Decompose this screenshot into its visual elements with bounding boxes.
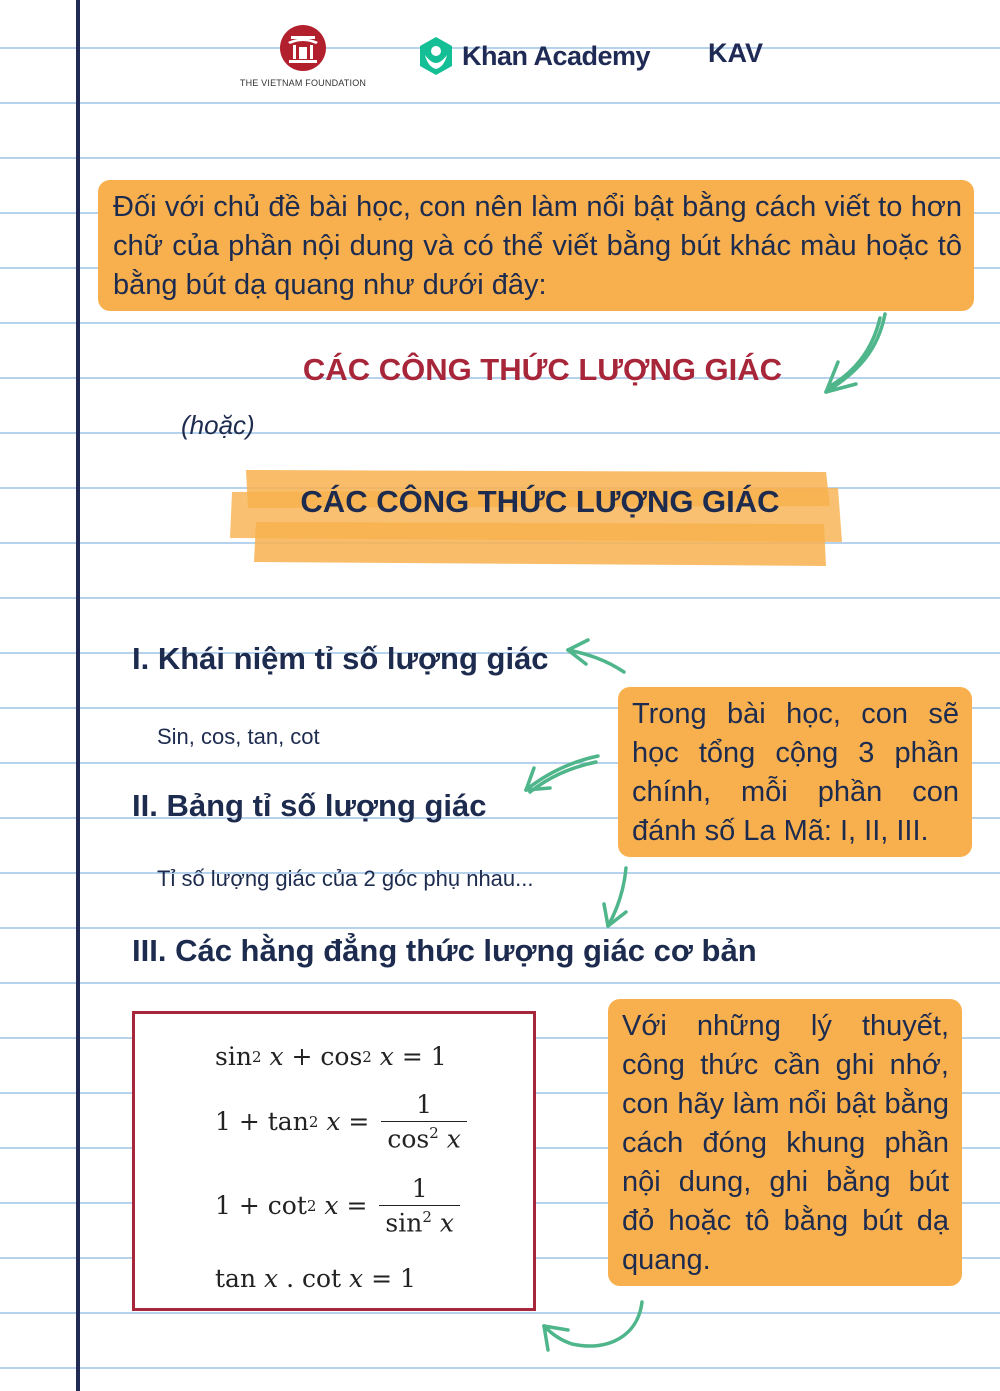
vietnam-foundation-logo [238,24,368,88]
khan-academy-logo [418,36,650,76]
formula-tip-text: Với những lý thuyết, công thức cần ghi nhớ, con hãy làm nổi bật bằng cách đóng khung phần nội dung, ghi bằng bút đỏ hoặc tô bằng bút dạ quang. [622,1010,949,1276]
section-2-heading: II. Bảng tỉ số lượng giác [132,788,487,823]
vietnam-foundation-text: THE VIETNAM FOUNDATION [239,78,367,88]
formula-tan: 1 + tan 2 x = $\frac{1}{\cos^2 x}$ [215,1090,467,1153]
kav-logo: KAV [708,38,764,68]
topic-tip-callout [98,180,974,311]
section-1-note: Sin, cos, tan, cot [157,724,320,749]
logo-header [0,22,1000,92]
formula-cot: 1 + cot 2 x = $\frac{1}{\sin^2 x}$ [215,1174,460,1237]
formula-box [132,1011,536,1311]
or-label: (hoặc) [181,410,255,440]
sections-tip-text: Trong bài học, con sẽ học tổng cộng 3 phần chính, mỗi phần con đánh số La Mã: I, II, III. [632,698,959,847]
khan-hexagon-icon [418,36,454,76]
topic-tip-text: Đối với chủ đề bài học, con nên làm nổi bật bằng cách viết to hơn chữ của phần nội dung và có thể viết bằng bút khác màu hoặc tô bằng bút dạ quang như dưới đây: [113,191,962,301]
fraction-one-over-sin-squared: $\frac{1}{\sin^2 x}$ [379,1174,460,1237]
fraction-one-over-cos-squared: $\frac{1}{\cos^2 x}$ [381,1090,467,1153]
formula-tan-cot: tan x . cot x = 1 [215,1264,416,1293]
notebook-margin-line [76,0,80,1391]
section-2-note: Tỉ số lượng giác của 2 góc phụ nhau... [157,866,534,891]
formula-pythagorean: sin 2 x + cos 2 x = 1 [215,1042,447,1071]
highlighted-title: CÁC CÔNG THỨC LƯỢNG GIÁC [300,484,780,519]
sections-tip-callout [618,687,972,857]
khan-academy-text: Khan Academy [462,40,651,71]
section-3-heading: III. Các hằng đẳng thức lượng giác cơ bản [132,933,757,968]
formula-tip-callout [608,999,962,1286]
section-1-heading: I. Khái niệm tỉ số lượng giác [132,641,549,676]
red-title: CÁC CÔNG THỨC LƯỢNG GIÁC [302,352,783,387]
temple-seal-icon [279,24,327,72]
